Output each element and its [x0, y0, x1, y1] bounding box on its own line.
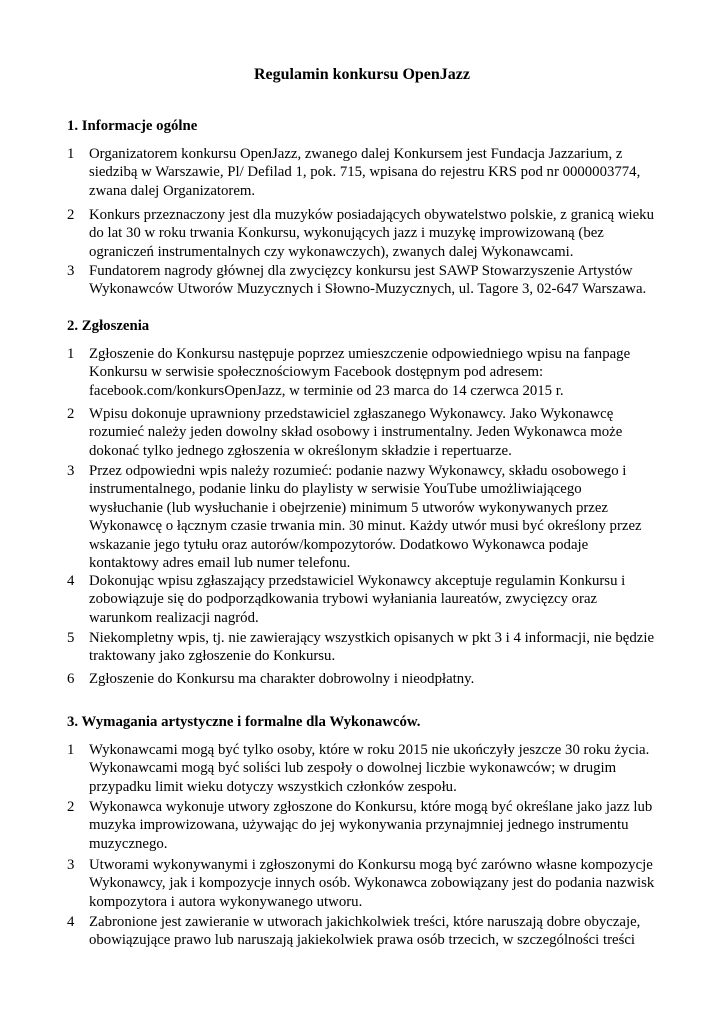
item-number: 1 — [67, 742, 75, 758]
item-text — [89, 145, 667, 200]
text-line: Organizatorem konkursu OpenJazz, zwanego dalej Konkursem jest Fundacja Jazzarium, z — [89, 146, 623, 162]
list-item — [67, 405, 667, 460]
text-line: muzyka improwizowana, używając do jej wykonywania przynajmniej jednego instrumentu — [89, 817, 629, 834]
text-line: Konkurs przeznaczony jest dla muzyków posiadających obywatelstwo polskie, z granicą wieku — [89, 207, 654, 223]
item-number: 4 — [67, 914, 75, 930]
text-line: Wykonawcami mogą być tylko osoby, które w roku 2015 nie ukończyły jeszcze 30 roku życia. — [89, 742, 650, 758]
text-line: muzycznego. — [89, 835, 168, 852]
text-line: dokonać tylko jednego zgłoszenia w określonym składzie i repertuarze. — [89, 442, 512, 459]
text-line: Wykonawcy, jak i kompozycje innych osób. Wykonawca zobowiązany jest do podania nazwisk — [89, 875, 655, 892]
text-line: ograniczeń instrumentalnych czy wykonawczych), zwanych dalej Wykonawcami. — [89, 243, 574, 260]
item-text — [89, 462, 667, 572]
list-item — [67, 572, 667, 627]
item-number: 2 — [67, 799, 75, 815]
text-line: Wykonawców Utworów Muzycznych i Słowno-Muzycznych, ul. Tagore 3, 02-647 Warszawa. — [89, 281, 647, 298]
item-text — [89, 913, 667, 950]
item-number: 1 — [67, 146, 75, 162]
list-item — [67, 741, 667, 796]
text-line: wskazanie jego tytułu oraz autorów/kompozytorów. Dodatkowo Wykonawca podaje — [89, 536, 589, 553]
text-line: Wpisu dokonuje uprawniony przedstawiciel zgłaszanego Wykonawcy. Jako Wykonawcę — [89, 406, 614, 422]
item-number: 2 — [67, 406, 75, 422]
item-text — [89, 405, 667, 460]
text-line: instrumentalnego, podanie linku do playlisty w serwisie YouTube umożliwiającego — [89, 481, 582, 498]
text-line: wysłuchanie (lub wysłuchanie i obejrzenie) minimum 5 utworów wykonywanych przez — [89, 499, 608, 516]
text-line: Zgłoszenie do Konkursu ma charakter dobrowolny i nieodpłatny. — [89, 671, 475, 687]
document-title: Regulamin konkursu OpenJazz — [253, 66, 471, 83]
list-item — [67, 145, 667, 200]
text-line: Wykonawcami mogą być soliści lub zespoły o dowolnej liczbie wykonawców; w drugim — [89, 760, 617, 777]
list-item — [67, 670, 667, 688]
item-number: 3 — [67, 463, 75, 479]
item-number: 5 — [67, 630, 75, 646]
item-text — [89, 741, 667, 796]
list-item — [67, 262, 667, 299]
list-item — [67, 856, 667, 911]
item-text — [89, 798, 667, 853]
text-line: obowiązujące prawo lub naruszają jakiekolwiek prawa osób trzecich, w szczególności treści — [89, 932, 636, 949]
text-line: Zgłoszenie do Konkursu następuje poprzez umieszczenie odpowiedniego wpisu na fanpage — [89, 346, 631, 362]
item-number: 4 — [67, 573, 75, 589]
list-item — [67, 462, 667, 572]
item-text — [89, 262, 667, 299]
text-line: Fundatorem nagrody głównej dla zwycięzcy konkursu jest SAWP Stowarzyszenie Artystów — [89, 263, 633, 279]
item-number: 6 — [67, 671, 75, 687]
list-item — [67, 629, 667, 666]
text-line: Przez odpowiedni wpis należy rozumieć: podanie nazwy Wykonawcy, składu osobowego i — [89, 463, 627, 479]
text-line: Niekompletny wpis, tj. nie zawierający wszystkich opisanych w pkt 3 i 4 informacji, nie będzie — [89, 630, 655, 646]
item-number: 1 — [67, 346, 75, 362]
text-line: Wykonawca wykonuje utwory zgłoszone do Konkursu, które mogą być określane jako jazz lub — [89, 799, 653, 815]
item-text — [89, 572, 667, 627]
item-number: 3 — [67, 857, 75, 873]
text-line: zwana dalej Organizatorem. — [89, 182, 256, 199]
text-line: Konkursu w serwisie społecznościowym Facebook dostępnym pod adresem: — [89, 364, 544, 381]
text-line: Wykonawcę o łącznym czasie trwania min. 30 minut. Każdy utwór musi być określony przez — [89, 518, 642, 535]
text-line: Dokonując wpisu zgłaszający przedstawiciel Wykonawcy akceptuje regulamin Konkursu i — [89, 573, 626, 589]
text-line: kontaktowy adres email lub numer telefonu. — [89, 555, 351, 572]
text-line: do lat 30 w roku trwania Konkursu, wykonujących jazz i muzykę improwizowaną (bez — [89, 225, 604, 242]
section-heading: 2. Zgłoszenia — [67, 318, 150, 334]
item-text — [89, 206, 667, 261]
text-line: kompozytora i autora wykonywanego utworu. — [89, 893, 363, 910]
list-item — [67, 345, 667, 400]
list-item — [67, 206, 667, 261]
item-text — [89, 629, 667, 666]
text-line: Utworami wykonywanymi i zgłoszonymi do Konkursu mogą być zarówno własne kompozycje — [89, 857, 653, 873]
section-heading: 1. Informacje ogólne — [67, 118, 198, 134]
text-line: Zabronione jest zawieranie w utworach jakichkolwiek treści, które naruszają dobre obyczaje, — [89, 914, 641, 930]
text-line: przypadku limit wieku dotyczy wszystkich członków zespołu. — [89, 778, 457, 795]
item-text — [89, 856, 667, 911]
text-line: facebook.com/konkursOpenJazz, w terminie od 23 marca do 14 czerwca 2015 r. — [89, 382, 564, 399]
item-text — [89, 345, 667, 400]
item-text — [89, 670, 667, 688]
item-number: 2 — [67, 207, 75, 223]
section-heading: 3. Wymagania artystyczne i formalne dla Wykonawców. — [67, 714, 421, 730]
list-item — [67, 798, 667, 853]
text-line: traktowany jako zgłoszenie do Konkursu. — [89, 648, 336, 665]
text-line: rozumieć należy jeden dowolny skład osobowy i instrumentalny. Jeden Wykonawca może — [89, 424, 623, 441]
text-line: zobowiązuje się do podporządkowania trybowi wyłaniania laureatów, zwycięzcy oraz — [89, 591, 598, 608]
text-line: warunkom realizacji nagród. — [89, 609, 259, 626]
item-number: 3 — [67, 263, 75, 279]
text-line: siedzibą w Warszawie, Pl/ Defilad 1, pok. 715, wpisana do rejestru KRS pod nr 0000003774, — [89, 164, 641, 181]
list-item — [67, 913, 667, 950]
